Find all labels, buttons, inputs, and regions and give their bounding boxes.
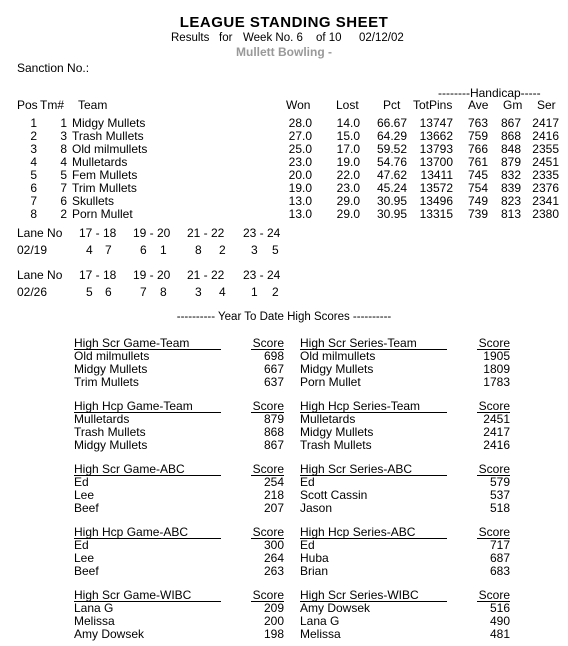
block-title: High Hcp Game-ABC [74, 525, 189, 539]
block-title: High Scr Series-WIBC [300, 588, 419, 602]
score-label: Score [252, 588, 284, 602]
lane-team-b: 5 [272, 243, 279, 257]
col-pct: Pct [383, 98, 401, 112]
block-title: High Scr Game-WIBC [74, 588, 192, 602]
row-pos: 6 [30, 181, 37, 195]
item-name: Amy Dowsek [300, 601, 371, 615]
row-tm: 5 [60, 168, 67, 182]
lane-range: 17 - 18 [79, 268, 117, 282]
lane-label: Lane No [17, 226, 63, 240]
col-won: Won [286, 98, 311, 112]
row-ser: 2380 [532, 207, 559, 221]
block-title: High Scr Series-Team [300, 336, 417, 350]
list-item [74, 538, 284, 551]
standing-row [0, 181, 568, 194]
item-name: Amy Dowsek [74, 627, 145, 641]
standing-row [0, 129, 568, 142]
row-pct: 66.67 [376, 116, 407, 130]
col-lost: Lost [336, 98, 359, 112]
item-score: 698 [263, 349, 284, 363]
list-item [300, 551, 510, 564]
item-name: Huba [300, 551, 329, 565]
block-title: High Scr Game-Team [74, 336, 190, 350]
item-score: 637 [263, 375, 284, 389]
item-name: Midgy Mullets [300, 425, 374, 439]
item-score: 490 [489, 614, 510, 628]
item-name: Old milmullets [300, 349, 376, 363]
row-totpins: 13747 [419, 116, 453, 130]
row-ave: 745 [467, 168, 488, 182]
row-totpins: 13496 [419, 194, 453, 208]
row-won: 19.0 [288, 181, 312, 195]
row-gm: 867 [500, 116, 521, 130]
item-score: 868 [263, 425, 284, 439]
score-label: Score [478, 336, 510, 350]
item-score: 300 [263, 538, 284, 552]
item-score: 209 [263, 601, 284, 615]
item-name: Lee [74, 488, 95, 502]
item-score: 264 [263, 551, 284, 565]
block-header [300, 525, 510, 538]
row-team: Old milmullets [72, 142, 148, 156]
row-lost: 15.0 [336, 129, 360, 143]
sheet-title: LEAGUE STANDING SHEET [179, 14, 389, 31]
row-lost: 14.0 [336, 116, 360, 130]
score-label: Score [478, 588, 510, 602]
row-gm: 832 [500, 168, 521, 182]
standing-row [0, 207, 568, 220]
league-name: Mullett Bowling - [236, 45, 332, 59]
item-name: Trash Mullets [74, 425, 146, 439]
list-item [74, 501, 284, 514]
item-name: Mulletards [74, 412, 130, 426]
lane-team-a: 4 [86, 243, 93, 257]
block-header [300, 462, 510, 475]
lane-team-a: 3 [251, 243, 258, 257]
col-ave: Ave [468, 98, 489, 112]
item-name: Midgy Mullets [300, 362, 374, 376]
row-gm: 813 [500, 207, 521, 221]
ytd-block [300, 336, 510, 389]
lane-assignment-1 [0, 226, 568, 262]
item-score: 667 [263, 362, 284, 376]
lane-team-a: 7 [140, 285, 147, 299]
row-ave: 739 [467, 207, 488, 221]
item-score: 879 [263, 412, 284, 426]
row-pct: 54.76 [376, 155, 407, 169]
lane-range: 17 - 18 [79, 226, 117, 240]
standing-row [0, 194, 568, 207]
item-score: 717 [489, 538, 510, 552]
ytd-title: ---------- Year To Date High Scores ---------- [176, 311, 392, 323]
row-won: 28.0 [288, 116, 312, 130]
row-won: 25.0 [288, 142, 312, 156]
item-score: 207 [263, 501, 284, 515]
ytd-block [74, 588, 284, 641]
item-score: 2417 [483, 425, 510, 439]
lane-team-b: 8 [160, 285, 167, 299]
col-team: Team [78, 98, 108, 112]
lane-team-a: 1 [251, 285, 258, 299]
row-lost: 23.0 [336, 181, 360, 195]
item-score: 218 [263, 488, 284, 502]
item-score: 200 [263, 614, 284, 628]
row-team: Fem Mullets [72, 168, 138, 182]
list-item [74, 362, 284, 375]
lane-team-a: 8 [195, 243, 202, 257]
lane-team-b: 4 [219, 285, 226, 299]
row-lost: 29.0 [336, 194, 360, 208]
row-totpins: 13411 [420, 168, 453, 182]
item-name: Scott Cassin [300, 488, 368, 502]
item-score: 683 [489, 564, 510, 578]
lane-team-b: 7 [105, 243, 112, 257]
list-item [300, 349, 510, 362]
item-score: 537 [489, 488, 510, 502]
row-pct: 59.52 [376, 142, 407, 156]
item-score: 254 [263, 475, 284, 489]
list-item [74, 349, 284, 362]
lane-assignment-2 [0, 268, 568, 304]
handicap-label: --------Handicap----- [438, 86, 541, 100]
row-totpins: 13662 [419, 129, 453, 143]
item-name: Trash Mullets [300, 438, 372, 452]
ytd-block [74, 462, 284, 515]
item-name: Beef [74, 564, 99, 578]
list-item [74, 425, 284, 438]
col-ser: Ser [537, 98, 556, 112]
row-ave: 766 [467, 142, 488, 156]
row-totpins: 13793 [419, 142, 453, 156]
item-score: 867 [263, 438, 284, 452]
row-ser: 2417 [532, 116, 559, 130]
row-pct: 30.95 [376, 194, 407, 208]
item-name: Mulletards [300, 412, 356, 426]
col-tm: Tm# [40, 98, 64, 112]
block-title: High Hcp Series-Team [300, 399, 421, 413]
ytd-block [300, 399, 510, 452]
list-item [300, 538, 510, 551]
row-ave: 763 [467, 116, 488, 130]
row-pos: 2 [30, 129, 37, 143]
row-team: Midgy Mullets [72, 116, 146, 130]
row-pos: 5 [30, 168, 37, 182]
row-team: Mulletards [72, 155, 128, 169]
week-label: Week No. 6 [243, 32, 303, 44]
col-totpins: TotPins [413, 98, 453, 112]
of-label: of 10 [316, 32, 342, 44]
list-item [74, 551, 284, 564]
row-team: Trash Mullets [72, 129, 144, 143]
list-item [74, 564, 284, 577]
row-totpins: 13315 [419, 207, 453, 221]
results-label: Results [171, 32, 210, 44]
row-pos: 3 [30, 142, 37, 156]
row-gm: 879 [500, 155, 521, 169]
lane-range: 19 - 20 [133, 268, 171, 282]
row-ser: 2416 [532, 129, 559, 143]
row-pct: 30.95 [376, 207, 407, 221]
item-score: 1905 [483, 349, 510, 363]
row-ave: 754 [467, 181, 488, 195]
item-name: Lee [74, 551, 95, 565]
item-score: 687 [489, 551, 510, 565]
lane-range: 23 - 24 [243, 268, 281, 282]
row-pct: 47.62 [376, 168, 407, 182]
item-name: Brian [300, 564, 329, 578]
lane-team-b: 6 [105, 285, 112, 299]
item-score: 263 [263, 564, 284, 578]
block-title: High Hcp Game-Team [74, 399, 193, 413]
row-totpins: 13572 [419, 181, 453, 195]
block-header [300, 588, 510, 601]
item-name: Old milmullets [74, 349, 150, 363]
score-label: Score [252, 336, 284, 350]
score-label: Score [252, 399, 284, 413]
block-title: High Hcp Series-ABC [300, 525, 416, 539]
lane-label: Lane No [17, 268, 63, 282]
ytd-block [74, 525, 284, 578]
item-name: Ed [300, 538, 315, 552]
row-pos: 4 [30, 155, 37, 169]
lane-team-b: 2 [272, 285, 279, 299]
item-name: Melissa [300, 627, 341, 641]
row-team: Porn Mullet [72, 207, 133, 221]
item-name: Lana G [74, 601, 114, 615]
item-name: Ed [74, 475, 89, 489]
row-ser: 2451 [532, 155, 559, 169]
item-name: Midgy Mullets [74, 438, 148, 452]
ytd-block [300, 525, 510, 578]
row-won: 27.0 [288, 129, 312, 143]
list-item [300, 627, 510, 640]
row-ser: 2355 [532, 142, 559, 156]
block-header [300, 336, 510, 349]
score-label: Score [478, 462, 510, 476]
list-item [74, 412, 284, 425]
list-item [300, 425, 510, 438]
item-name: Melissa [74, 614, 115, 628]
list-item [74, 627, 284, 640]
standing-row [0, 116, 568, 129]
item-score: 481 [489, 627, 510, 641]
item-name: Ed [74, 538, 89, 552]
row-won: 13.0 [288, 207, 312, 221]
block-header [74, 336, 284, 349]
row-pct: 45.24 [376, 181, 407, 195]
ytd-block [300, 462, 510, 515]
block-header [74, 588, 284, 601]
row-pos: 1 [30, 116, 37, 130]
block-title: High Scr Game-ABC [74, 462, 185, 476]
row-tm: 7 [60, 181, 67, 195]
list-item [74, 614, 284, 627]
col-gm: Gm [503, 98, 523, 112]
row-lost: 22.0 [336, 168, 360, 182]
for-label: for [219, 32, 233, 44]
row-tm: 4 [60, 155, 67, 169]
row-pos: 8 [30, 207, 37, 221]
list-item [300, 614, 510, 627]
row-gm: 848 [500, 142, 521, 156]
item-score: 1783 [483, 375, 510, 389]
row-pct: 64.29 [376, 129, 407, 143]
list-item [300, 488, 510, 501]
list-item [300, 362, 510, 375]
lane-team-a: 5 [86, 285, 93, 299]
ytd-block [74, 399, 284, 452]
item-name: Trim Mullets [74, 375, 139, 389]
block-header [300, 399, 510, 412]
row-totpins: 13700 [419, 155, 453, 169]
score-label: Score [252, 462, 284, 476]
item-score: 579 [489, 475, 510, 489]
row-gm: 823 [500, 194, 521, 208]
row-ser: 2376 [532, 181, 559, 195]
lane-team-a: 6 [140, 243, 147, 257]
item-score: 2451 [483, 412, 510, 426]
row-ser: 2341 [532, 194, 559, 208]
row-won: 20.0 [288, 168, 312, 182]
lane-team-b: 1 [160, 243, 167, 257]
list-item [74, 475, 284, 488]
score-label: Score [478, 525, 510, 539]
lane-team-a: 3 [195, 285, 202, 299]
lane-date: 02/26 [17, 285, 48, 299]
block-title: High Scr Series-ABC [300, 462, 413, 476]
ytd-block [74, 336, 284, 389]
item-score: 198 [263, 627, 284, 641]
list-item [300, 564, 510, 577]
list-item [74, 601, 284, 614]
block-header [74, 525, 284, 538]
row-ser: 2335 [532, 168, 559, 182]
item-score: 518 [489, 501, 510, 515]
block-header [74, 399, 284, 412]
item-score: 1809 [483, 362, 510, 376]
row-team: Skullets [72, 194, 115, 208]
standing-row [0, 155, 568, 168]
lane-range: 23 - 24 [243, 226, 281, 240]
list-item [74, 438, 284, 451]
row-lost: 29.0 [336, 207, 360, 221]
sanction-label: Sanction No.: [17, 61, 90, 75]
lane-range: 19 - 20 [133, 226, 171, 240]
row-tm: 3 [60, 129, 67, 143]
item-score: 516 [489, 601, 510, 615]
item-name: Jason [300, 501, 333, 515]
list-item [300, 412, 510, 425]
list-item [300, 475, 510, 488]
list-item [300, 375, 510, 388]
row-won: 23.0 [288, 155, 312, 169]
row-team: Trim Mullets [72, 181, 137, 195]
row-tm: 1 [60, 116, 67, 130]
list-item [300, 438, 510, 451]
lane-range: 21 - 22 [187, 226, 225, 240]
item-name: Porn Mullet [300, 375, 361, 389]
row-ave: 761 [467, 155, 488, 169]
row-tm: 8 [60, 142, 67, 156]
list-item [74, 488, 284, 501]
list-item [300, 501, 510, 514]
standing-row [0, 168, 568, 181]
score-label: Score [478, 399, 510, 413]
standing-row [0, 142, 568, 155]
lane-range: 21 - 22 [187, 268, 225, 282]
item-name: Midgy Mullets [74, 362, 148, 376]
item-name: Lana G [300, 614, 340, 628]
item-name: Ed [300, 475, 315, 489]
row-pos: 7 [30, 194, 37, 208]
row-lost: 17.0 [336, 142, 360, 156]
col-pos: Pos [17, 98, 38, 112]
row-gm: 839 [500, 181, 521, 195]
list-item [300, 601, 510, 614]
row-won: 13.0 [288, 194, 312, 208]
block-header [74, 462, 284, 475]
row-tm: 6 [60, 194, 67, 208]
lane-team-b: 2 [219, 243, 226, 257]
row-tm: 2 [60, 207, 67, 221]
ytd-block [300, 588, 510, 641]
sheet-date: 02/12/02 [359, 32, 404, 44]
list-item [74, 375, 284, 388]
score-label: Score [252, 525, 284, 539]
row-ave: 759 [467, 129, 488, 143]
row-lost: 19.0 [336, 155, 360, 169]
item-score: 2416 [483, 438, 510, 452]
item-name: Beef [74, 501, 99, 515]
lane-date: 02/19 [17, 243, 48, 257]
row-gm: 868 [500, 129, 521, 143]
row-ave: 749 [467, 194, 488, 208]
